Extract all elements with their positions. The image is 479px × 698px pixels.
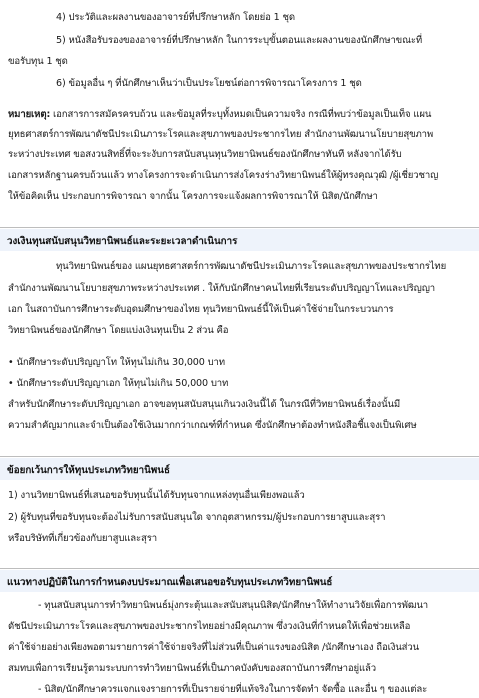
bullet-phd: • นักศึกษาระดับปริญญาเอก ให้ทุนไม่เกิน 50,000 บาท: [8, 378, 229, 389]
section-heading-exceptions: ข้อยกเว้นการให้ทุนประเภทวิทยานิพนธ์: [7, 465, 170, 476]
bullet-master: • นักศึกษาระดับปริญญาโท ให้ทุนไม่เกิน 30,000 บาท: [8, 357, 225, 368]
divider: [0, 568, 479, 569]
section-heading-funding: วงเงินทุนสนับสนุนวิทยานิพนธ์และระยะเวลาดำเนินการ: [7, 236, 238, 247]
funding-para-1: ทุนวิทยานิพนธ์ของ แผนยุทธศาสตร์การพัฒนาดัชนีประเมินภาระโรคและสุขภาพของประชากรไทย: [56, 261, 447, 272]
budget-line-5: - นิสิต/นักศึกษาควรแจกแจงรายการที่เป็นรายจ่ายที่แท้จริงในการจัดทำ จัดซื้อ และอื่น ๆ ของแต่ละ: [38, 684, 428, 695]
note-label: หมายเหตุ:: [8, 109, 51, 120]
exception-2-cont: หรือบริษัทที่เกี่ยวข้องกับยาสูบและสุรา: [8, 533, 157, 544]
budget-line-2: ดัชนีประเมินภาระโรคและสุขภาพของประชากรไทยอย่างมีคุณภาพ ซึ่งวงเงินที่กำหนดให้เพื่อช่วยเหลือ: [8, 621, 411, 632]
note-line-3: ระหว่างประเทศ ขอสงวนสิทธิ์ที่จะระงับการสนับสนุนทุนวิทยานิพนธ์ของนักศึกษาทันที หลังจากได้รับ: [8, 149, 402, 160]
funding-after-1: สำหรับนักศึกษาระดับปริญญาเอก อาจขอทุนสนับสนุนเกินวงเงินนี้ได้ ในกรณีที่วิทยานิพนธ์เรื่องนั้นมี: [8, 399, 401, 410]
divider: [0, 227, 479, 228]
item-5: 5) หนังสือรับรองของอาจารย์ที่ปรึกษาหลัก ในการระบุขั้นตอนและผลงานของนักศึกษาขณะที่: [56, 35, 423, 46]
funding-after-2: ความสำคัญมากและจำเป็นต้องใช้เงินมากกว่าเกณฑ์ที่กำหนด ซึ่งนักศึกษาต้องทำหนังสือชี้แจงเป็นพิเศษ: [8, 420, 417, 431]
item-5-cont: ขอรับทุน 1 ชุด: [8, 56, 68, 67]
exception-2: 2) ผู้รับทุนที่ขอรับทุนจะต้องไม่รับการสนับสนุนใด จากอุตสาหกรรม/ผู้ประกอบการยาสูบและสุรา: [8, 512, 386, 523]
budget-line-4: สมทบเพื่อการเรียนรู้ตามระบบการทำวิทยานิพนธ์ที่เป็นภาคบังคับของสถาบันการศึกษาอยู่แล้ว: [8, 663, 376, 674]
section-heading-bar: [0, 229, 479, 251]
exception-1: 1) งานวิทยานิพนธ์ที่เสนอขอรับทุนนั้นได้รับทุนจากแหล่งทุนอื่นเพียงพอแล้ว: [8, 490, 305, 501]
funding-para-3: เอก ในสถาบันการศึกษาระดับอุดมศึกษาของไทย ทุนวิทยานิพนธ์นี้ให้เป็นค่าใช้จ่ายในกระบวนการ: [8, 304, 394, 315]
funding-para-2: สำนักงานพัฒนานโยบายสุขภาพระหว่างประเทศ . ให้กับนักศึกษาคนไทยที่เรียนระดับปริญญาโทและปริญญา: [8, 283, 435, 294]
note-line-5: ให้ข้อคิดเห็น ประกอบการพิจารณา จากนั้น โครงการจะแจ้งผลการพิจารณาให้ นิสิต/นักศึกษา: [8, 191, 378, 202]
note-line-2: ยุทธศาสตร์การพัฒนาดัชนีประเมินภาระโรคและสุขภาพของประชากรไทย สำนักงานพัฒนานโยบายสุขภาพ: [8, 129, 434, 140]
funding-para-4: วิทยานิพนธ์ของนักศึกษา โดยแบ่งเงินทุนเป็น 2 ส่วน คือ: [8, 325, 229, 336]
item-4: 4) ประวัติและผลงานของอาจารย์ที่ปรึกษาหลัก โดยย่อ 1 ชุด: [56, 12, 295, 23]
budget-line-1: - ทุนสนับสนุนการทำวิทยานิพนธ์มุ่งกระตุ้นและสนับสนุนนิสิต/นักศึกษาให้ทำงานวิจัยเพื่อการพัฒนา: [38, 600, 428, 611]
note-text-1: เอกสารการสมัครครบถ้วน และข้อมูลที่ระบุทั้งหมดเป็นความจริง กรณีที่พบว่าข้อมูลเป็นเท็จ แผน: [53, 109, 432, 120]
section-heading-bar: [0, 458, 479, 480]
divider: [0, 456, 479, 457]
section-heading-budget: แนวทางปฏิบัติในการกำหนดงบประมาณเพื่อเสนอขอรับทุนประเภทวิทยานิพนธ์: [7, 577, 333, 588]
note-line-4: เอกสารหลักฐานครบถ้วนแล้ว ทางโครงการจะดำเนินการส่งโครงร่างวิทยานิพนธ์ให้ผู้ทรงคุณวุฒิ /ผู้เชี่ยวชาญ: [8, 170, 439, 181]
budget-line-3: ค่าใช้จ่ายอย่างเพียงพอตามรายการค่าใช้จ่ายจริงที่ไม่ส่วนที่เป็นค่าแรงของนิสิต /นักศึกษาเอง ถือเงินส่วน: [8, 642, 419, 653]
note-line-1: [8, 107, 431, 122]
item-6: 6) ข้อมูลอื่น ๆ ที่นักศึกษาเห็นว่าเป็นประโยชน์ต่อการพิจารณาโครงการ 1 ชุด: [56, 78, 362, 89]
section-heading-bar: [0, 570, 479, 592]
